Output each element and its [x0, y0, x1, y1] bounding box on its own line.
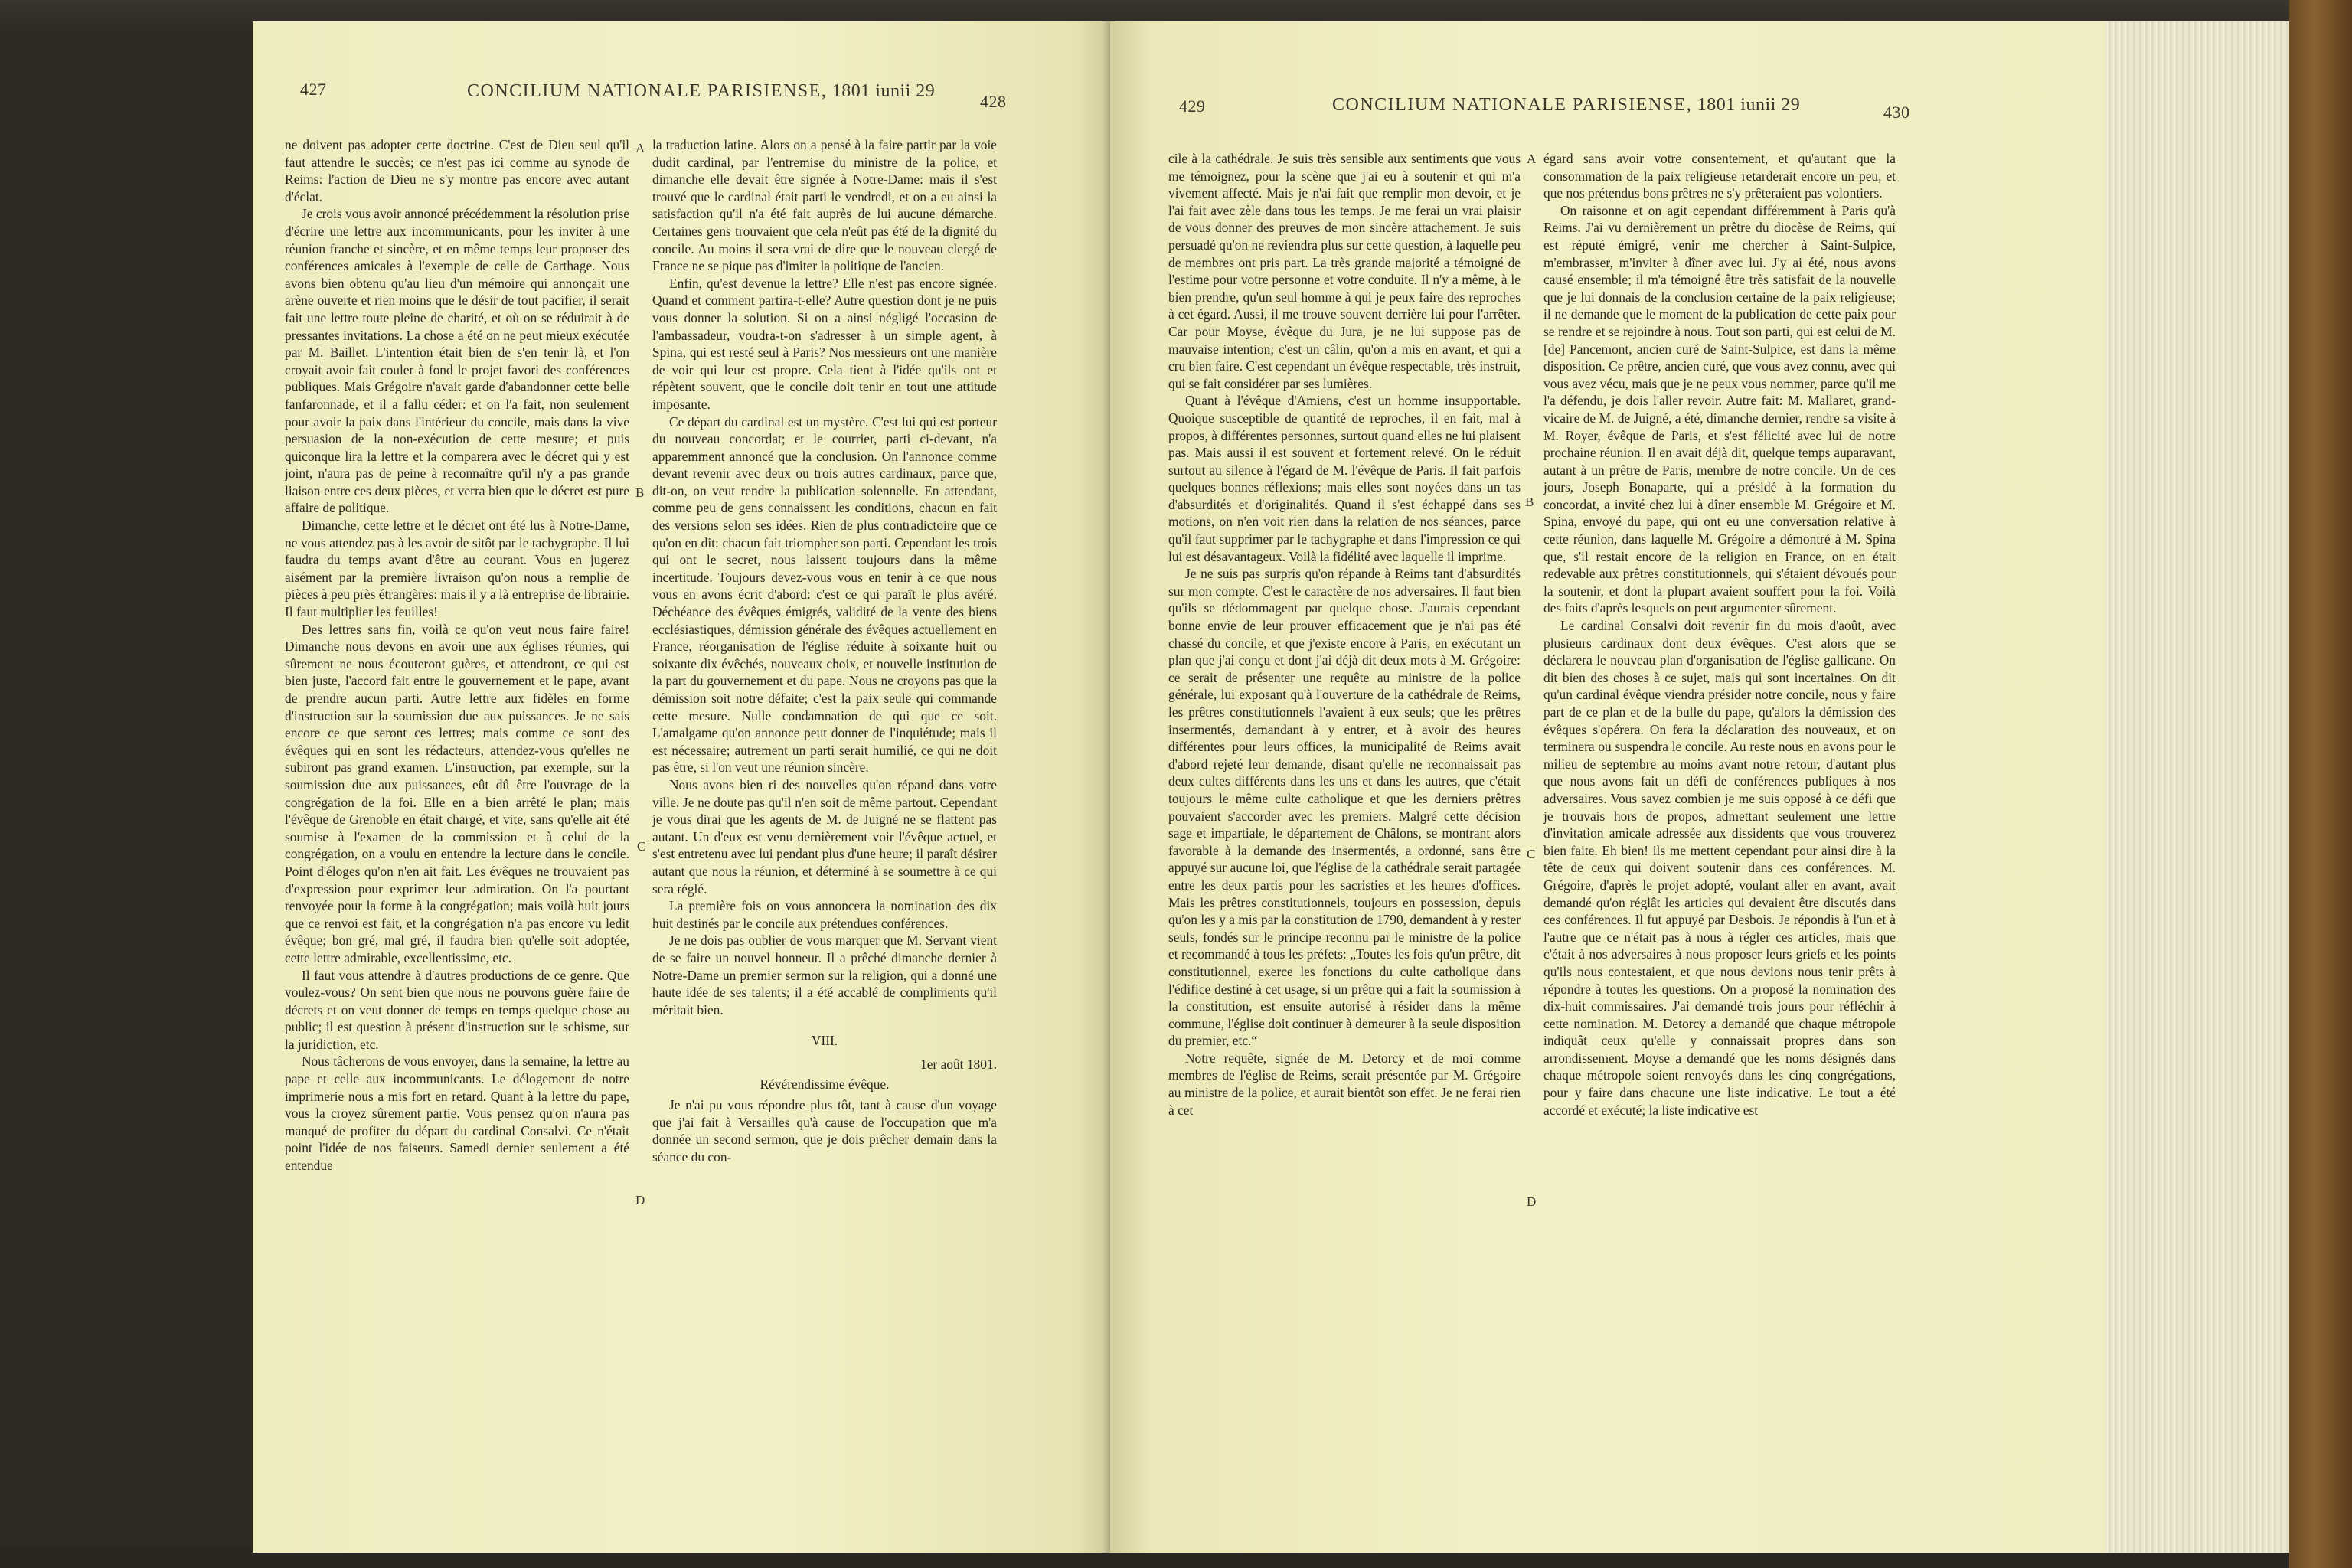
right-column-a: [1168, 150, 1521, 1553]
margin-letter-a: A: [635, 141, 645, 155]
left-page-num-outer: 427: [300, 80, 327, 99]
margin-letter-b: B: [635, 485, 645, 500]
paragraph: Nous avons bien ri des nouvelles qu'on répand dans votre ville. Je ne doute pas qu'il n'en soit de même partout. Cependant je vous dirai que les agents de M. de Juigné ne se flattent pas autant. Un d'eux est venu dernièrement voir l'évêque actuel, et s'est entretenu avec lui pendant plus d'une heure; il paraît désirer autant que nous la réunion, et déterminé à se soumettre à ce qui sera réglé.: [652, 776, 997, 897]
margin-letter-d-right: D: [1527, 1194, 1537, 1209]
book-cover-edge: [2289, 0, 2352, 1568]
paragraph: Notre requête, signée de M. Detorcy et de moi comme membres de l'église de Reims, serait présentée par M. Grégoire au ministre de la police, et aurait bientôt son effet. Je ne ferai rien à cet: [1168, 1050, 1521, 1118]
margin-letter-b-right: B: [1525, 495, 1534, 509]
right-page-num-outer: 429: [1179, 96, 1206, 116]
left-column-b-body: [652, 136, 997, 1018]
left-running-title-date: 1801 iunii 29: [831, 81, 936, 101]
paragraph: Des lettres sans fin, voilà ce qu'on veut nous faire faire! Dimanche nous devons en avoir une aux églises réunies, qui sûrement ne nous écouteront guères, et attendront, ce qui est bien juste, l'accord fait entre le gouvernement et le pape, avant de prendre aucun parti. Autre lettre aux fidèles en forme d'instruction sur la soumission due aux puissances. Je ne sais encore ce que seront ces lettres; mais comme ce sont des évêques qui en sont les rédacteurs, attendez-vous qu'elles ne subiront pas grand examen. L'instruction, par exemple, sur la soumission due aux puissances, eût dû être l'ouvrage de la congrégation de la foi. Elle en a bien arrêté le plan; mais l'évêque de Grenoble en était chargé, et vite, sans qu'elle ait été soumise à l'examen de la commission et à celui de la congrégation, on a voulu en entendre la lecture dans le concile. Point d'éloges qu'on n'en ait fait. Les évêques ne trouvaient pas d'expression pour exprimer leur admiration. On l'a pourtant renvoyée pour la forme à la congrégation; mais voilà huit jours que ce renvoi est fait, et la congrégation n'a pas encore vu ledit évêque; bon gré, mal gré, il faudra bien qu'elle soit adoptée, cette lettre admirable, excellentissime, etc.: [285, 621, 629, 965]
paragraph: Il faut vous attendre à d'autres productions de ce genre. Que voulez-vous? On sent bien que nous ne pouvons guère faire de décrets et on veut donner de temps en temps quelque chose au public; il est question à présent d'instruction sur le schisme, sur la juridiction, etc.: [285, 967, 629, 1052]
left-running-title: [467, 81, 935, 102]
paragraph: égard sans avoir votre consentement, et qu'autant que la consommation de la paix religieuse retarderait encore un peu, et que nos prétendus bons prêtres ne s'y prêteraient pas volontiers.: [1544, 151, 1896, 201]
margin-letter-c-right: C: [1527, 847, 1536, 861]
section-number: VIII.: [811, 1033, 838, 1049]
salutation: Révérendissime évêque.: [760, 1076, 890, 1093]
right-running-title-text: CONCILIUM NATIONALE PARISIENSE,: [1332, 95, 1693, 115]
paragraph: On raisonne et on agit cependant différemment à Paris qu'à Reims. J'ai vu dernièrement un prêtre du diocèse de Reims, qui est réputé émigré, venir me chercher à Saint-Sulpice, m'embrasser, m'inviter à dîner avec lui. J'y ai été, nous avons causé ensemble; il m'a témoigné être très satisfait de la nouvelle que je lui donnais de la conclusion certaine de la paix religieuse; il ne demande que le moment de la publication de cette paix pour se rendre et se rejoindre à nous. Tout son parti, qui est celui de M. [de] Pancemont, ancien curé de Saint-Sulpice, est dans la même disposition. Ce prêtre, ancien curé, que vous avez connu, avec qui vous avez vécu, mais que je ne peux vous nommer, parce qu'il me l'a défendu, je dois l'aller revoir. Autre fait: M. Mallaret, grand-vicaire de M. de Juigné, a été, dimanche dernier, rendre sa visite à M. Royer, évêque de Paris, et s'est félicité avec lui de notre prochaine réunion. Il en avait déjà dit, quelque temps auparavant, autant à un prêtre de Paris, membre de notre concile. Un de ces jours, Joseph Bonaparte, qui a présidé à la formation du concordat, a invité chez lui à dîner ensemble M. Grégoire et M. Spina, envoyé du pape, qui ont eu une conversation relative à cette réunion, dans laquelle M. Grégoire a démontré à M. Spina que, s'il restait encore de la religion en France, on en était redevable aux prêtres constitutionnels, qui s'étaient dévoués pour la soutenir, et dont la plupart avaient souffert pour la foi. Voilà des faits d'après lesquels on peut argumenter sûrement.: [1544, 202, 1896, 616]
paragraph: Quant à l'évêque d'Amiens, c'est un homme insupportable. Quoique susceptible de quantité de reproches, il en fait, mal à propos, à différentes personnes, surtout quand elles ne lui plaisent pas. Mais aussi il est souvent et fortement relevé. On le réduit surtout au silence à l'égard de M. l'évêque de Paris. Il fait parfois quelques bonnes réflexions; mais elles sont noyées dans un tas d'absurdités et d'originalités. Quand il s'est échappé dans ses motions, on n'en voit rien dans la relation de nos séances, parce qu'il faut supprimer par le tachygraphe et dans l'impression ce qui lui est désavantageux. Voilà la fidélité avec laquelle il imprime.: [1168, 393, 1521, 564]
left-running-title-text: CONCILIUM NATIONALE PARISIENSE,: [467, 81, 828, 101]
left-page-num-inner: 428: [980, 92, 1007, 111]
left-column-b: [652, 136, 997, 1553]
paragraph: Je ne dois pas oublier de vous marquer que M. Servant vient de se faire un nouvel honneur. Il a prêché dimanche dernier à Notre-Dame un premier sermon sur la religion, qui a donné une haute idée de ses talents; il a été accablé de compliments qu'il méritait bien.: [652, 933, 997, 1018]
paragraph: Dimanche, cette lettre et le décret ont été lus à Notre-Dame, ne vous attendez pas à les avoir de sitôt par le tachygraphe. Il lui faudra du temps avant d'être au courant. Vous en jugerez aisément par la première livraison qu'on nous a remplie de pièces à peu près étrangères: mais il y a là entreprise de librairie. Il faut multiplier les feuilles!: [285, 518, 629, 620]
paragraph: ne doivent pas adopter cette doctrine. C'est de Dieu seul qu'il faut attendre le succès; ce n'est pas ici comme au synode de Reims: l'action de Dieu ne s'y montre pas encore avec autant d'éclat.: [285, 137, 629, 204]
left-page: [253, 21, 1110, 1553]
right-running-title-date: 1801 iunii 29: [1697, 95, 1801, 115]
paragraph: Je crois vous avoir annoncé précédemment la résolution prise d'écrire une lettre aux incommunicants, pour les inviter à une réunion franche et sincère, et en même temps leur proposer des conférences amicales à l'exemple de celle de Carthage. Nous avons bien obtenu qu'au lieu d'un mémoire qui annonçait une arène ouverte et rien moins que le désir de tout pacifier, il serait fait une lettre toute pleine de charité, et où on se réduirait à de pressantes invitations. La chose a été on ne peut mieux exécutée par M. Baillet. L'intention était bien de s'en tenir là, et l'on croyait avoir fait couler à fond le projet favori des conférences publiques. Mais Grégoire n'avait garde d'abandonner cette belle fanfaronnade, et il a fallu céder: et on l'a fait, non seulement pour avoir la paix dans l'intérieur du concile, mais dans la vive persuasion de la non-exécution de cette mesure; et puis quiconque lira la lettre et la comparera avec le décret qui y est joint, n'aura pas de peine à reconnaître qu'il n'y a pas grande liaison entre ces deux pièces, et verra bien que le décret est pure affaire de politique.: [285, 206, 629, 516]
left-column-a: [285, 136, 629, 1553]
right-column-b: [1544, 150, 1896, 1553]
book-page-edges: [2105, 21, 2289, 1553]
paragraph: Ce départ du cardinal est un mystère. C'est lui qui est porteur du nouveau concordat; et le courrier, parti ci-devant, n'a apparemment annoncé que la conclusion. On l'annonce comme devant revenir avec deux ou trois autres cardinaux, parce que, dit-on, on veut rendre la publication solennelle. En attendant, comme peu de gens connaissent les conditions, chacun en fait des versions selon ses idées. Rien de plus contradictoire que ce qu'on en dit: chacun fait triompher son parti. Cependant les trois qui ont le secret, nous laissent toujours dans la même incertitude. Toujours devez-vous vous en tenir à ce que nous vous en avons écrit d'abord: c'est ce qui paraît le plus avéré. Déchéance des évêques émigrés, validité de la vente des biens ecclésiastiques, démission générale des évêques actuellement en France, réorganisation de l'église réduite à soixante huit ou soixante dix évêchés, nouveaux choix, et nouvelle institution de la part du gouvernement et du pape. Nous ne croyons pas que la démission soit notre défaite; c'est la paix seule qui commande cette mesure. Nulle condamnation de qui que ce soit. L'amalgame qu'on annonce peut donner de l'inquiétude; mais il est nécessaire; autrement un parti serait humilié, ce qui ne doit pas être, si l'on veut une réunion sincère.: [652, 413, 997, 776]
right-running-title: [1332, 95, 1800, 116]
paragraph: Nous tâcherons de vous envoyer, dans la semaine, la lettre au pape et celle aux incommunicants. Le délogement de notre imprimerie nous a mis fort en retard. Quant à la lettre du pape, vous la croyez sûrement partie. Vous pensez qu'on n'aura pas manqué de profiter du départ du cardinal Consalvi. Ce n'était point l'idée de nos faiseurs. Samedi dernier seulement a été entendue: [285, 1054, 629, 1174]
letter-opening-paragraph: Je n'ai pu vous répondre plus tôt, tant à cause d'un voyage que j'ai fait à Versailles qu'à cause de l'occupation que m'a donnée un second sermon, que je dois prêcher demain dans la séance du con-: [652, 1097, 997, 1165]
right-page: [1110, 21, 2105, 1553]
paragraph: Enfin, qu'est devenue la lettre? Elle n'est pas encore signée. Quand et comment partira-t-elle? Autre question dont je ne puis vous donner la solution. Si on a ainsi négligé l'occasion de l'ambassadeur, voudra-t-on s'adresser à un simple agent, à Spina, qui est resté seul à Paris? Nos messieurs ont une manière de voir qui leur est propre. Cela tient à l'idée qu'ils ont et répètent souvent, que le concile doit tenir en tout une attitude imposante.: [652, 275, 997, 412]
margin-letter-a-right: A: [1527, 152, 1537, 166]
paragraph: La première fois on vous annoncera la nomination des dix huit destinés par le concile aux prétendues conférences.: [652, 898, 997, 931]
paragraph: Le cardinal Consalvi doit revenir fin du mois d'août, avec plusieurs cardinaux dont deux évêques. C'est alors que se déclarera le nouveau plan d'organisation de l'église gallicane. On dit bien des choses à ce sujet, mais qui sont incertaines. On dit qu'un cardinal évêque viendra présider notre concile, nous y faire part de ce plan et de la bulle du pape, qu'alors la démission des évêques s'opérera. On fera la déclaration des nouveaux, et on terminera ou suspendra le concile. Au reste nous en avons pour le milieu de septembre au moins avant notre retour, d'autant plus que nous avons fait un défi de conférences publiques à nos adversaires. Vous savez combien je me suis opposé à ce défi que je trouvais hors de propos, admettant seulement une lettre d'invitation amicale adressée aux dissidents que vous trouverez bien faite. Eh bien! ils me mettent cependant pour ainsi dire à la tête de ceux qui doivent soutenir dans ces conférences. M. Grégoire, d'après le projet adopté, voulant aller en avant, avait demandé qu'on réglât les articles qui devaient être discutés dans ces conférences. Il fut appuyé par Desbois. Je répondis à l'un et à l'autre que ce n'était pas à nous à régler ces articles, mais que c'était à nos adversaires à nous proposer leurs griefs et les points qu'ils nous contestaient, et que nous devions nous tenir prêts à répondre à toutes les questions. On a proposé la nomination des dix-huit commissaires. J'ai demandé trois jours pour réfléchir à cette nomination. M. Detorcy a demandé que chaque métropole indiquât ceux qu'elle y connaissait propres dans son arrondissement. Moyse a demandé que les noms désignés dans chaque métropole soient renvoyés dans les cinq congrégations, pour y faire dans chacune une liste indicative. Le tout a été accordé et exécuté; la liste indicative est: [1544, 618, 1896, 1118]
paragraph: la traduction latine. Alors on a pensé à la faire partir par la voie dudit cardinal, par l'entremise du ministre de la police, et dimanche elle devait être signée à Notre-Dame: mais il s'est trouvé que le cardinal était parti le vendredi, et on a eu ainsi la satisfaction qu'il n'a été fait auprès de lui aucune démarche. Certaines gens trouvaient que cela n'eût pas été de la dignité du concile. Au moins il sera vrai de dire que le nouveau clergé de France ne se pique pas d'imiter la politique de l'ancien.: [652, 137, 997, 274]
margin-letter-c: C: [637, 839, 646, 854]
paragraph: Je ne suis pas surpris qu'on répande à Reims tant d'absurdités sur mon compte. C'est le caractère de nos adversaires. Il faut bien qu'ils se dédommagent par quelque chose. J'aurais cependant bonne envie de leur prouver efficacement que je n'ai pas été chassé du concile, et que j'existe encore à Paris, en exécutant un plan que j'ai conçu et dont j'ai déjà dit deux mots à M. Grégoire: ce serait de présenter une requête au ministre de la police générale, lui exposant qu'à l'ouverture de la cathédrale de Reims, les prêtres constitutionnels l'avaient à eux seuls; que les prêtres insermentés, demandant à y entrer, et à avoir des heures différentes pour leurs offices, la municipalité de Reims avait d'abord rejeté leur demande, disant qu'elle ne reconnaissait pas deux cultes différents dans les uns et dans les autres, que c'était toujours le même culte catholique et que les derniers prêtres pouvaient s'accorder avec les premiers. Malgré cette décision sage et impartiale, le département de Châlons, se montrant alors favorable à la demande des insermentés, a ordonné, sans être appuyé sur aucune loi, que l'église de la cathédrale serait partagée entre les deux partis pour les sacristies et les heures d'offices. Mais les prêtres constitutionnels, toujours en possession, depuis qu'on les y a mis par la constitution de 1790, demandent à y rester seuls, fondés sur le principe reconnu par le ministre de la police et recommandé à tous les préfets: „Toutes les fois qu'un prêtre, dit constitutionnel, exerce les fonctions du culte catholique dans l'édifice destiné à cet usage, si un prêtre qui a fait la soumission à la constitution, est ensuite autorisé à résider dans la même commune, l'église doit continuer à demeurer à la seule disposition du premier, etc.“: [1168, 566, 1521, 1049]
paragraph: cile à la cathédrale. Je suis très sensible aux sentiments que vous me témoignez, pour la scène que j'ai eu à soutenir et qui m'a vivement affecté. Mais je n'ai fait que remplir mon devoir, et je l'ai fait avec zèle dans tous les temps. Je me ferai un vrai plaisir de vous donner des preuves de mon sincère attachement. Je suis persuadé qu'on ne reviendra plus sur cette question, à laquelle peu de membres ont pris part. La très grande majorité a témoigné de l'estime pour votre personne et votre conduite. Il n'y a même, à le bien prendre, qu'un seul homme à qui je peux faire des reproches à cet égard. Aussi, il me trouve souvent derrière lui pour l'arrêter. Car pour Moyse, évêque du Jura, je ne lui suppose pas de mauvaise intention; c'est un câlin, qu'on a mis en avant, et qui a cru bien faire. C'est cependant un évêque respectable, très instruit, qui se fait considérer par ses lumières.: [1168, 151, 1521, 391]
margin-letter-d: D: [635, 1193, 645, 1207]
letter-date: 1er août 1801.: [920, 1056, 997, 1072]
right-page-num-inner: 430: [1883, 103, 1910, 122]
